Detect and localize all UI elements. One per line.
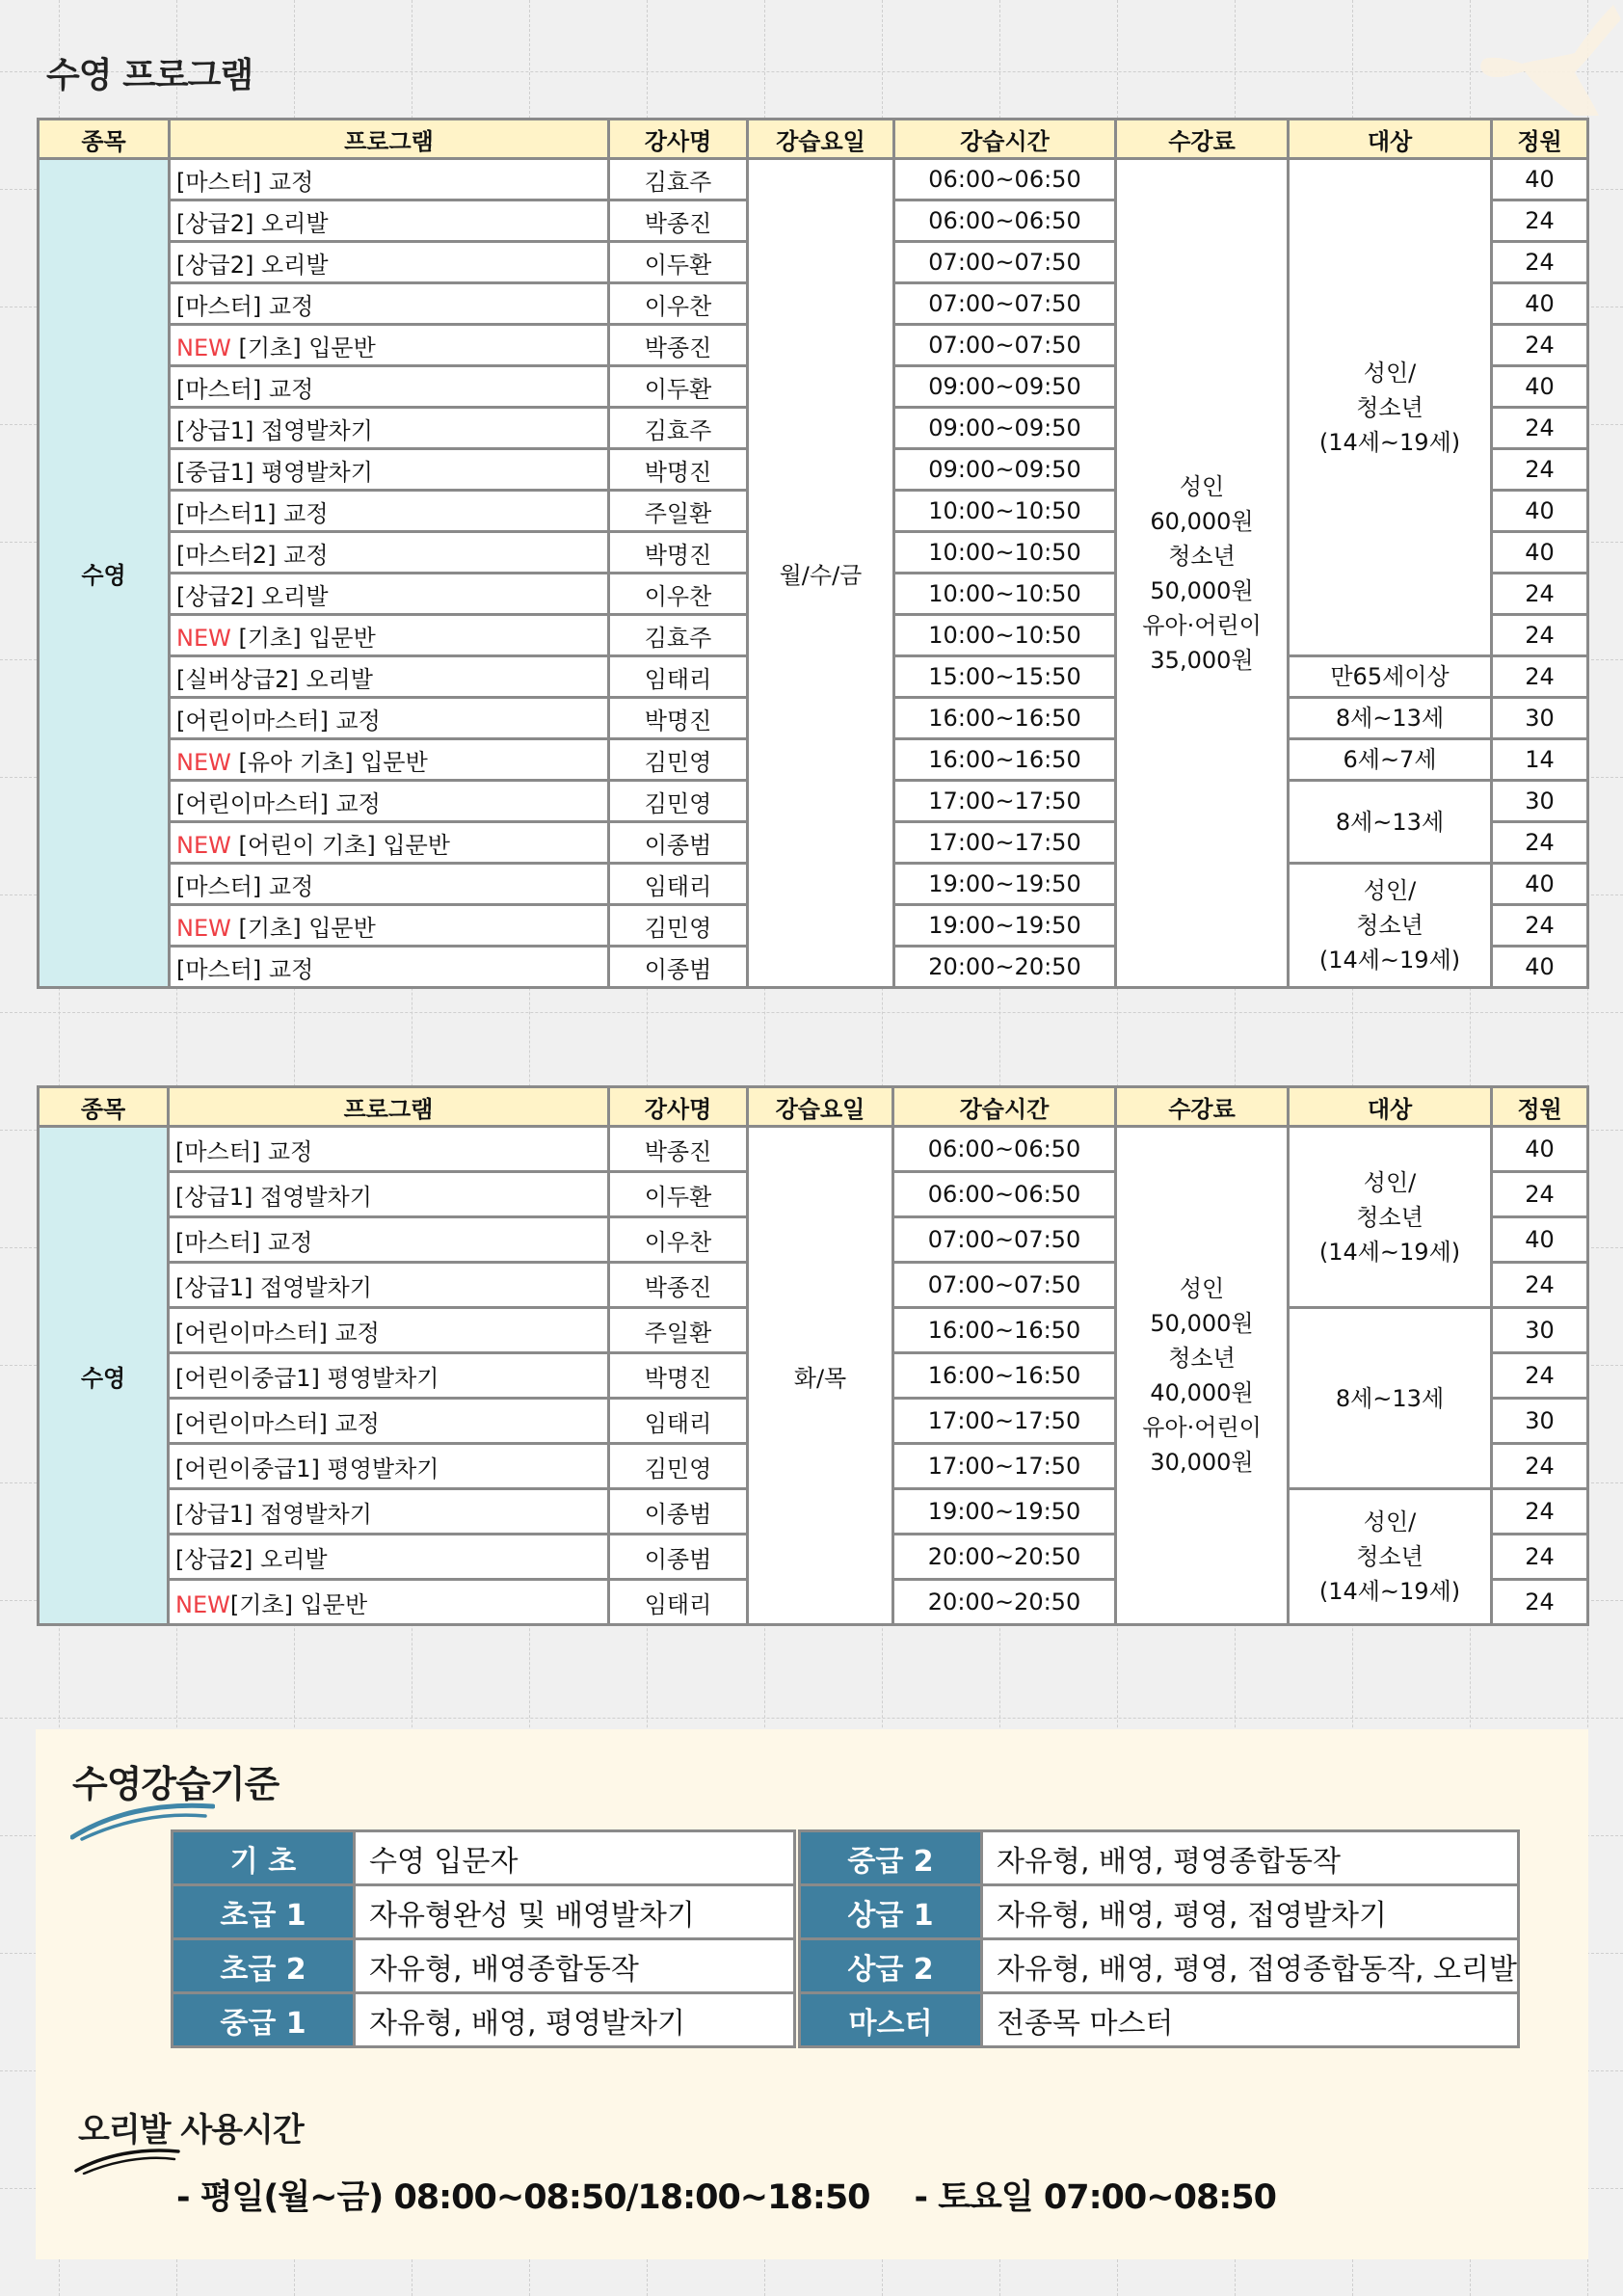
new-badge: NEW: [176, 914, 231, 942]
program-cell: [170, 781, 609, 822]
instructor-cell: 이두환: [609, 242, 748, 283]
program-cell: [170, 491, 609, 532]
capacity-cell: 40: [1492, 1217, 1588, 1263]
capacity-cell: 24: [1492, 1263, 1588, 1308]
level-row: [173, 1939, 795, 1993]
program-cell: [170, 739, 609, 781]
fee-line: 청소년: [1168, 1345, 1236, 1372]
new-badge: NEW: [176, 624, 231, 652]
target-cell: [1289, 1127, 1492, 1308]
level-description: 전종목 마스터: [982, 1993, 1519, 2047]
level-label: 기 초: [173, 1831, 355, 1885]
level-label: 중급 1: [173, 1993, 355, 2047]
program-cell: [170, 449, 609, 491]
time-cell: 10:00~10:50: [894, 491, 1116, 532]
fee-line: 35,000원: [1150, 646, 1254, 674]
time-cell: 06:00~06:50: [894, 200, 1116, 242]
table-header-row: [39, 1087, 1588, 1127]
fee-line: 청소년: [1168, 542, 1236, 570]
instructor-cell: 주일환: [609, 1308, 748, 1353]
column-header: 대상: [1289, 1087, 1492, 1127]
time-cell: 06:00~06:50: [894, 159, 1116, 200]
capacity-cell: 24: [1492, 574, 1588, 615]
schedule-table-mwf: [37, 118, 1589, 989]
program-name: [마스터] 교정: [176, 955, 314, 983]
level-description: 자유형, 배영종합동작: [355, 1939, 795, 1993]
time-cell: 07:00~07:50: [894, 242, 1116, 283]
target-cell: [1289, 1308, 1492, 1489]
instructor-cell: 김효주: [609, 159, 748, 200]
schedule-table-tt: [37, 1085, 1589, 1626]
capacity-cell: 24: [1492, 325, 1588, 366]
level-label: 초급 1: [173, 1885, 355, 1939]
target-cell: [1289, 1489, 1492, 1625]
level-row: [800, 1831, 1519, 1885]
instructor-cell: 박종진: [609, 200, 748, 242]
level-description: 자유형, 배영, 평영발차기: [355, 1993, 795, 2047]
page-title: 수영 프로그램: [46, 56, 253, 95]
time-cell: 07:00~07:50: [894, 283, 1116, 325]
program-cell: [169, 1172, 609, 1217]
fee-line: 60,000원: [1150, 507, 1254, 535]
fee-line: 50,000원: [1150, 1310, 1254, 1337]
time-cell: 17:00~17:50: [893, 1444, 1116, 1489]
capacity-cell: 24: [1492, 1444, 1588, 1489]
time-cell: 17:00~17:50: [894, 822, 1116, 864]
program-name: [중급1] 평영발차기: [176, 458, 373, 486]
program-cell: [170, 283, 609, 325]
new-badge: NEW: [176, 831, 231, 859]
fins-saturday-hours: - 토요일 07:00~08:50: [914, 2178, 1277, 2217]
program-cell: [169, 1353, 609, 1399]
column-header: 종목: [39, 120, 170, 159]
fee-line: 유아·어린이: [1142, 611, 1262, 639]
fins-title: 오리발 사용시간: [78, 2111, 304, 2149]
fee-cell: [1116, 159, 1289, 988]
instructor-cell: 김민영: [609, 905, 748, 947]
capacity-cell: 30: [1492, 1399, 1588, 1444]
target-line: 성인/: [1363, 877, 1417, 904]
time-cell: 10:00~10:50: [894, 532, 1116, 574]
level-row: [173, 1831, 795, 1885]
instructor-cell: 김민영: [609, 1444, 748, 1489]
program-cell: [170, 532, 609, 574]
instructor-cell: 임태리: [609, 1399, 748, 1444]
capacity-cell: 30: [1492, 781, 1588, 822]
program-name: [기초] 입문반: [238, 334, 376, 361]
column-header: 수강료: [1116, 1087, 1289, 1127]
instructor-cell: 이종범: [609, 947, 748, 988]
time-cell: 20:00~20:50: [893, 1535, 1116, 1580]
program-cell: [170, 656, 609, 698]
level-description: 자유형, 배영, 평영, 접영종합동작, 오리발: [982, 1939, 1519, 1993]
instructor-cell: 박명진: [609, 1353, 748, 1399]
capacity-cell: 24: [1492, 242, 1588, 283]
target-line: 청소년: [1356, 393, 1423, 421]
levels-table-left: [171, 1829, 796, 2048]
time-cell: 16:00~16:50: [893, 1308, 1116, 1353]
target-cell: [1289, 864, 1492, 988]
column-header: 프로그램: [169, 1087, 609, 1127]
level-row: [173, 1993, 795, 2047]
target-line: (14세~19세): [1318, 1238, 1461, 1266]
instructor-cell: 박종진: [609, 1127, 748, 1172]
time-cell: 10:00~10:50: [894, 574, 1116, 615]
capacity-cell: 40: [1492, 283, 1588, 325]
time-cell: 06:00~06:50: [893, 1172, 1116, 1217]
time-cell: 06:00~06:50: [893, 1127, 1116, 1172]
level-label: 중급 2: [800, 1831, 982, 1885]
capacity-cell: 40: [1492, 491, 1588, 532]
days-cell: 월/수/금: [748, 159, 894, 988]
capacity-cell: 40: [1492, 864, 1588, 905]
target-line: 성인/: [1363, 1168, 1417, 1196]
program-cell: [170, 159, 609, 200]
level-row: [173, 1885, 795, 1939]
program-cell: [169, 1444, 609, 1489]
capacity-cell: 24: [1492, 822, 1588, 864]
program-cell: [170, 242, 609, 283]
program-name: [어린이마스터] 교정: [176, 707, 381, 734]
capacity-cell: 24: [1492, 656, 1588, 698]
instructor-cell: 박명진: [609, 532, 748, 574]
program-cell: [169, 1399, 609, 1444]
column-header: 종목: [39, 1087, 169, 1127]
level-label: 상급 1: [800, 1885, 982, 1939]
level-label: 마스터: [800, 1993, 982, 2047]
instructor-cell: 박명진: [609, 698, 748, 739]
instructor-cell: 김효주: [609, 408, 748, 449]
instructor-cell: 이두환: [609, 366, 748, 408]
fee-line: 유아·어린이: [1142, 1414, 1262, 1441]
target-line: (14세~19세): [1318, 947, 1461, 974]
fins-weekday-hours: - 평일(월~금) 08:00~08:50/18:00~18:50: [176, 2178, 870, 2217]
column-header: 대상: [1289, 120, 1492, 159]
time-cell: 19:00~19:50: [894, 905, 1116, 947]
table-row: [39, 1127, 1588, 1172]
capacity-cell: 30: [1492, 698, 1588, 739]
program-name: [상급1] 접영발차기: [176, 416, 373, 444]
program-name: [상급2] 오리발: [176, 251, 329, 279]
table-header-row: [39, 120, 1588, 159]
time-cell: 16:00~16:50: [894, 698, 1116, 739]
capacity-cell: 24: [1492, 1489, 1588, 1535]
fee-line: 50,000원: [1150, 576, 1254, 604]
days-cell: 화/목: [748, 1127, 893, 1625]
capacity-cell: 30: [1492, 1308, 1588, 1353]
column-header: 강습요일: [748, 120, 894, 159]
program-name: [마스터2] 교정: [176, 541, 329, 569]
new-badge: NEW: [176, 334, 231, 361]
target-line: (14세~19세): [1318, 428, 1461, 456]
instructor-cell: 주일환: [609, 491, 748, 532]
fins-hours: [176, 2171, 1276, 2219]
instructor-cell: 임태리: [609, 1580, 748, 1625]
target-cell: [1289, 739, 1492, 781]
program-name: [기초] 입문반: [229, 1590, 368, 1618]
program-name: [어린이중급1] 평영발차기: [175, 1364, 439, 1392]
program-name: [어린이중급1] 평영발차기: [175, 1455, 439, 1482]
program-cell: [169, 1217, 609, 1263]
target-cell: [1289, 656, 1492, 698]
capacity-cell: 40: [1492, 532, 1588, 574]
level-description: 자유형, 배영, 평영종합동작: [982, 1831, 1519, 1885]
capacity-cell: 40: [1492, 159, 1588, 200]
program-name: [상급2] 오리발: [175, 1545, 328, 1573]
program-cell: [169, 1308, 609, 1353]
program-name: [유아 기초] 입문반: [238, 748, 428, 776]
capacity-cell: 40: [1492, 947, 1588, 988]
level-description: 수영 입문자: [355, 1831, 795, 1885]
capacity-cell: 24: [1492, 449, 1588, 491]
target-line: 청소년: [1356, 912, 1423, 939]
target-line: 성인/: [1363, 1508, 1417, 1535]
capacity-cell: 24: [1492, 1580, 1588, 1625]
program-cell: [169, 1580, 609, 1625]
grid-line: [0, 1012, 1623, 1013]
capacity-cell: 24: [1492, 408, 1588, 449]
fee-line: 성인: [1179, 1275, 1225, 1302]
program-cell: [170, 366, 609, 408]
program-name: [상급2] 오리발: [176, 582, 329, 610]
time-cell: 10:00~10:50: [894, 615, 1116, 656]
time-cell: 07:00~07:50: [893, 1217, 1116, 1263]
time-cell: 07:00~07:50: [893, 1263, 1116, 1308]
target-line: 청소년: [1356, 1543, 1423, 1570]
program-cell: [170, 864, 609, 905]
capacity-cell: 24: [1492, 200, 1588, 242]
column-header: 강습요일: [748, 1087, 893, 1127]
program-cell: [170, 822, 609, 864]
time-cell: 15:00~15:50: [894, 656, 1116, 698]
brush-stroke-icon: [74, 2142, 180, 2175]
capacity-cell: 24: [1492, 615, 1588, 656]
program-name: [어린이 기초] 입문반: [238, 831, 450, 859]
program-cell: [170, 200, 609, 242]
instructor-cell: 이우찬: [609, 283, 748, 325]
time-cell: 09:00~09:50: [894, 408, 1116, 449]
target-cell: [1289, 698, 1492, 739]
capacity-cell: 24: [1492, 1535, 1588, 1580]
column-header: 수강료: [1116, 120, 1289, 159]
instructor-cell: 이우찬: [609, 1217, 748, 1263]
target-line: 청소년: [1356, 1203, 1423, 1231]
target-cell: [1289, 781, 1492, 864]
program-name: [상급1] 접영발차기: [175, 1183, 372, 1211]
swimmer-silhouette-icon: [1430, 0, 1623, 125]
capacity-cell: 14: [1492, 739, 1588, 781]
time-cell: 16:00~16:50: [894, 739, 1116, 781]
time-cell: 09:00~09:50: [894, 449, 1116, 491]
levels-table-right: [798, 1829, 1520, 2048]
program-name: [기초] 입문반: [238, 914, 376, 942]
instructor-cell: 이종범: [609, 1535, 748, 1580]
capacity-cell: 24: [1492, 1172, 1588, 1217]
new-badge: NEW: [175, 1590, 230, 1618]
time-cell: 19:00~19:50: [894, 864, 1116, 905]
program-cell: [169, 1489, 609, 1535]
program-name: [실버상급2] 오리발: [176, 665, 373, 693]
instructor-cell: 이우찬: [609, 574, 748, 615]
program-cell: [169, 1263, 609, 1308]
time-cell: 16:00~16:50: [893, 1353, 1116, 1399]
level-row: [800, 1993, 1519, 2047]
level-description: 자유형완성 및 배영발차기: [355, 1885, 795, 1939]
instructor-cell: 김효주: [609, 615, 748, 656]
capacity-cell: 40: [1492, 366, 1588, 408]
new-badge: NEW: [176, 748, 231, 776]
program-name: [기초] 입문반: [238, 624, 376, 652]
time-cell: 17:00~17:50: [894, 781, 1116, 822]
program-cell: [170, 947, 609, 988]
instructor-cell: 이두환: [609, 1172, 748, 1217]
capacity-cell: 24: [1492, 905, 1588, 947]
level-row: [800, 1885, 1519, 1939]
category-cell: 수영: [39, 1127, 169, 1625]
capacity-cell: 24: [1492, 1353, 1588, 1399]
time-cell: 09:00~09:50: [894, 366, 1116, 408]
program-name: [어린이마스터] 교정: [175, 1409, 380, 1437]
program-name: [어린이마스터] 교정: [176, 789, 381, 817]
column-header: 강사명: [609, 1087, 748, 1127]
instructor-cell: 임태리: [609, 656, 748, 698]
standards-title: 수영강습기준: [72, 1763, 279, 1805]
target-line: 6세~7세: [1343, 746, 1437, 773]
column-header: 강습시간: [894, 120, 1116, 159]
program-name: [마스터] 교정: [176, 375, 314, 403]
program-cell: [170, 574, 609, 615]
time-cell: 20:00~20:50: [893, 1580, 1116, 1625]
instructor-cell: 임태리: [609, 864, 748, 905]
fee-line: 30,000원: [1150, 1449, 1254, 1476]
program-name: [상급2] 오리발: [176, 209, 329, 237]
target-line: 8세~13세: [1335, 808, 1445, 836]
target-line: (14세~19세): [1318, 1578, 1461, 1605]
instructor-cell: 이종범: [609, 1489, 748, 1535]
info-panel: [36, 1729, 1588, 2259]
program-cell: [170, 408, 609, 449]
instructor-cell: 김민영: [609, 781, 748, 822]
level-description: 자유형, 배영, 평영, 접영발차기: [982, 1885, 1519, 1939]
fee-cell: [1116, 1127, 1289, 1625]
level-label: 초급 2: [173, 1939, 355, 1993]
category-cell: 수영: [39, 159, 170, 988]
target-line: 만65세이상: [1330, 663, 1450, 690]
program-name: [상급1] 접영발차기: [175, 1273, 372, 1301]
level-row: [800, 1939, 1519, 1993]
table-row: [39, 159, 1588, 200]
instructor-cell: 김민영: [609, 739, 748, 781]
program-cell: [170, 325, 609, 366]
program-name: [마스터1] 교정: [176, 499, 329, 527]
instructor-cell: 이종범: [609, 822, 748, 864]
target-line: 8세~13세: [1335, 1384, 1445, 1412]
program-cell: [170, 905, 609, 947]
program-name: [상급1] 접영발차기: [175, 1500, 372, 1528]
program-cell: [170, 615, 609, 656]
target-line: 8세~13세: [1335, 705, 1445, 732]
column-header: 강사명: [609, 120, 748, 159]
target-cell: [1289, 159, 1492, 656]
grid-line: [0, 1718, 1623, 1719]
program-name: [마스터] 교정: [176, 292, 314, 320]
instructor-cell: 박명진: [609, 449, 748, 491]
program-name: [마스터] 교정: [176, 168, 314, 196]
program-name: [마스터] 교정: [176, 872, 314, 900]
program-cell: [169, 1127, 609, 1172]
time-cell: 20:00~20:50: [894, 947, 1116, 988]
level-label: 상급 2: [800, 1939, 982, 1993]
fee-line: 40,000원: [1150, 1379, 1254, 1406]
fee-line: 성인: [1179, 472, 1225, 500]
program-name: [마스터] 교정: [175, 1137, 313, 1165]
time-cell: 17:00~17:50: [893, 1399, 1116, 1444]
instructor-cell: 박종진: [609, 1263, 748, 1308]
program-cell: [169, 1535, 609, 1580]
time-cell: 07:00~07:50: [894, 325, 1116, 366]
instructor-cell: 박종진: [609, 325, 748, 366]
column-header: 정원: [1492, 1087, 1588, 1127]
program-name: [마스터] 교정: [175, 1228, 313, 1256]
time-cell: 19:00~19:50: [893, 1489, 1116, 1535]
program-name: [어린이마스터] 교정: [175, 1319, 380, 1347]
column-header: 프로그램: [170, 120, 609, 159]
target-line: 성인/: [1363, 359, 1417, 387]
capacity-cell: 40: [1492, 1127, 1588, 1172]
column-header: 강습시간: [893, 1087, 1116, 1127]
program-cell: [170, 698, 609, 739]
column-header: 정원: [1492, 120, 1588, 159]
